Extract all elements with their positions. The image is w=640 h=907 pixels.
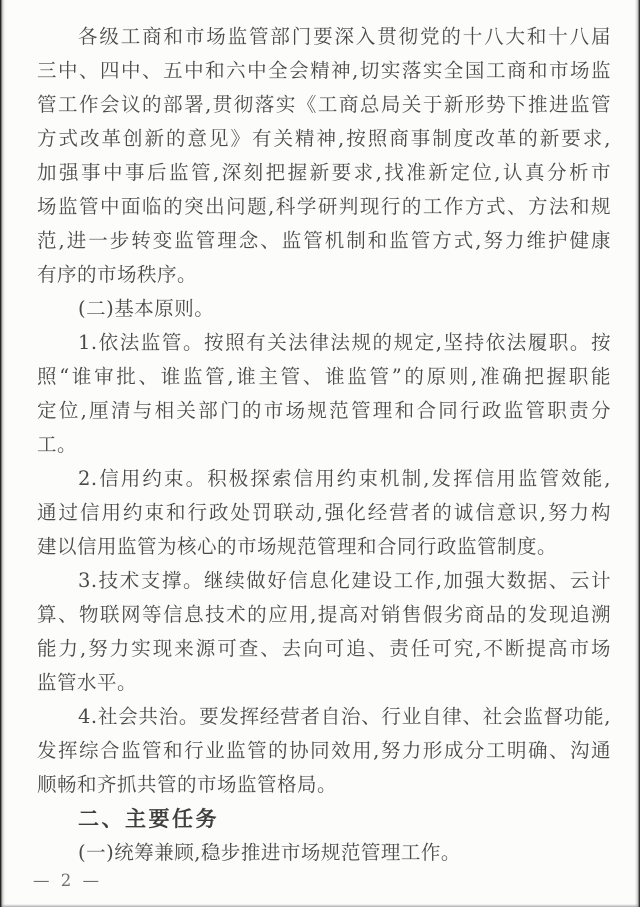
text-line: 各级工商和市场监管部门要深入贯彻党的十八大和十八届 bbox=[78, 25, 611, 48]
page-number: — 2 — bbox=[33, 871, 102, 890]
text-line: 顺畅和齐抓共管的市场监管格局。 bbox=[37, 773, 338, 796]
text-line: 三中、四中、五中和六中全会精神,切实落实全国工商和市场监 bbox=[37, 59, 611, 82]
text-line: 建以信用监管为核心的市场规范管理和合同行政监管制度。 bbox=[37, 535, 558, 558]
text-line: 2.信用约束。积极探索信用约束机制,发挥信用监管效能, bbox=[78, 467, 611, 490]
text-line: 二、主要任务 bbox=[78, 807, 219, 831]
scan-edge-right bbox=[635, 0, 640, 907]
text-line: 定位,厘清与相关部门的市场规范管理和合同行政监管职责分 bbox=[37, 399, 611, 422]
text-line: 算、物联网等信息技术的应用,提高对销售假劣商品的发现追溯 bbox=[37, 603, 611, 626]
text-line: 1.依法监管。按照有关法律法规的规定,坚持依法履职。按 bbox=[78, 331, 611, 354]
text-line: 监管水平。 bbox=[37, 671, 138, 694]
text-line: 加强事中事后监管,深刻把握新要求,找准新定位,认真分析市 bbox=[37, 161, 611, 184]
text-line: 能力,努力实现来源可查、去向可追、责任可究,不断提高市场 bbox=[37, 637, 611, 660]
text-line: 场监管中面临的突出问题,科学研判现行的工作方式、方法和规 bbox=[37, 195, 611, 218]
text-line: 照“谁审批、谁监管,谁主管、谁监管”的原则,准确把握职能 bbox=[37, 365, 611, 388]
text-line: 管工作会议的部署,贯彻落实《工商总局关于新形势下推进监管 bbox=[37, 93, 611, 116]
text-line: 方式改革创新的意见》有关精神,按照商事制度改革的新要求, bbox=[37, 127, 611, 150]
text-line: 发挥综合监管和行业监管的协同效用,努力形成分工明确、沟通 bbox=[37, 739, 611, 762]
document-content bbox=[37, 20, 611, 870]
text-line: 有序的市场秩序。 bbox=[37, 263, 198, 286]
text-line: (二)基本原则。 bbox=[78, 297, 215, 320]
text-line: (一)统筹兼顾,稳步推进市场规范管理工作。 bbox=[78, 841, 461, 864]
scan-edge-left bbox=[0, 0, 6, 907]
text-line: 通过信用约束和行政处罚联动,强化经营者的诚信意识,努力构 bbox=[37, 501, 611, 524]
text-line: 工。 bbox=[37, 433, 78, 456]
text-line: 3.技术支撑。继续做好信息化建设工作,加强大数据、云计 bbox=[78, 569, 611, 592]
text-line: 范,进一步转变监管理念、监管机制和监管方式,努力维护健康 bbox=[37, 229, 611, 252]
text-line: 4.社会共治。要发挥经营者自治、行业自律、社会监督功能, bbox=[78, 705, 611, 728]
